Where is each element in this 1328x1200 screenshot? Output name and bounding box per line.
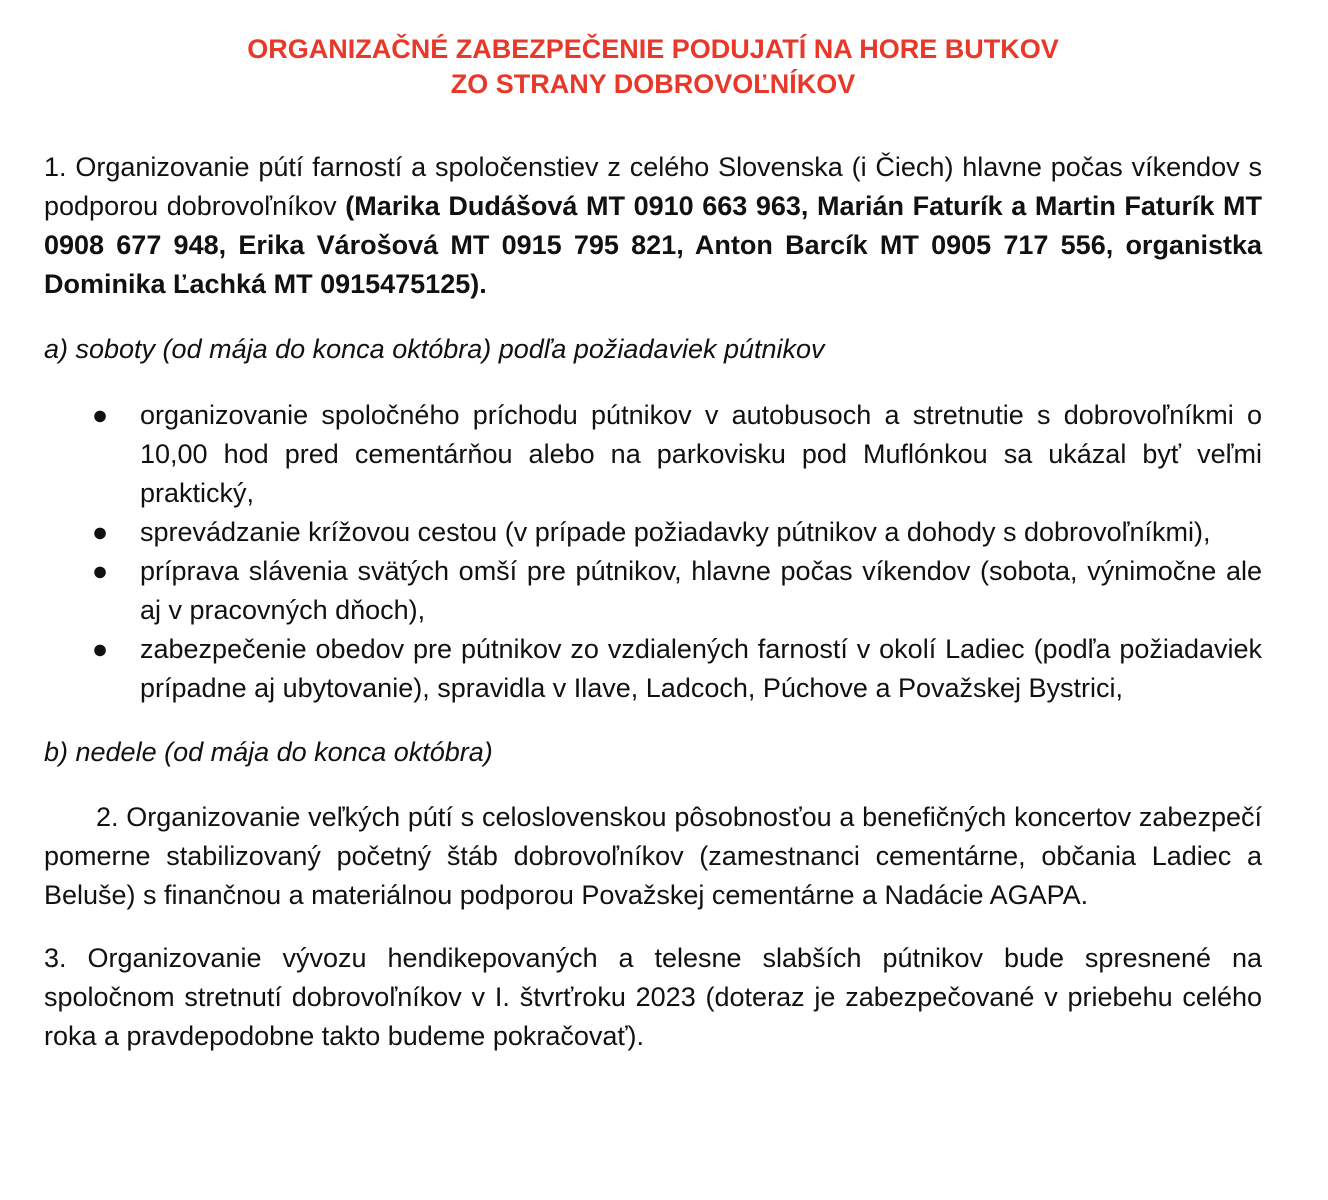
section-1-contacts: (Marika Dudášová MT 0910 663 963, Marián Faturík a Martin Faturík MT 0908 677 948, Erika Várošová MT 0915 795 821, Anton Barcík MT 0905 717 556, organistka Dominika Ľachká MT 0915475125). (44, 191, 1262, 299)
bullet-icon: ● (91, 556, 109, 586)
section-1-paragraph (44, 148, 1262, 304)
section-1-intro: 1. Organizovanie pútí farností a spoločenstiev z celého Slovenska (i Čiech) hlavne počas víkendov s podporou dobrovoľníkov (44, 152, 1262, 221)
section-2-paragraph: 2. Organizovanie veľkých pútí s celoslovenskou pôsobnosťou a benefičných koncertov zabezpečí pomerne stabilizovaný početný štáb dobrovoľníkov (zamestnanci cementárne, občania Ladiec a Beluše) s finančnou a materiálnou podporou Považskej cementárne a Nadácie AGAPA. (44, 802, 1262, 910)
subsection-b-heading: b) nedele (od mája do konca októbra) (44, 737, 493, 767)
list-item (44, 513, 1262, 552)
title-line-2: ZO STRANY DOBROVOĽNÍKOV (450, 69, 856, 99)
list-item-text: príprava slávenia svätých omší pre pútnikov, hlavne počas víkendov (sobota, výnimočne ale aj v pracovných dňoch), (140, 556, 1262, 625)
subsection-a-bullet-list (44, 396, 1262, 708)
list-item (44, 396, 1262, 513)
bullet-icon: ● (91, 400, 109, 430)
document-title (44, 32, 1262, 102)
document-page (44, 32, 1262, 1056)
list-item-text: sprevádzanie krížovou cestou (v prípade požiadavky pútnikov a dohody s dobrovoľníkmi), (140, 517, 1211, 547)
section-3-paragraph: 3. Organizovanie vývozu hendikepovaných a telesne slabších pútnikov bude spresnené na spoločnom stretnutí dobrovoľníkov v I. štvrťroku 2023 (doteraz je zabezpečované v priebehu celého roka a pravdepodobne takto budeme pokračovať). (44, 943, 1262, 1051)
list-item-text: zabezpečenie obedov pre pútnikov zo vzdialených farností v okolí Ladiec (podľa požiadaviek prípadne aj ubytovanie), spravidla v Ilave, Ladcoch, Púchove a Považskej Bystrici, (140, 634, 1262, 703)
bullet-icon: ● (91, 634, 109, 664)
list-item-text: organizovanie spoločného príchodu pútnikov v autobusoch a stretnutie s dobrovoľníkmi o 10,00 hod pred cementárňou alebo na parkovisku pod Muflónkou sa ukázal byť veľmi praktický, (140, 400, 1262, 508)
list-item (44, 552, 1262, 630)
list-item (44, 630, 1262, 708)
bullet-icon: ● (91, 517, 109, 547)
title-line-1: ORGANIZAČNÉ ZABEZPEČENIE PODUJATÍ NA HORE BUTKOV (247, 34, 1059, 64)
subsection-a-heading: a) soboty (od mája do konca októbra) podľa požiadaviek pútnikov (44, 334, 825, 364)
